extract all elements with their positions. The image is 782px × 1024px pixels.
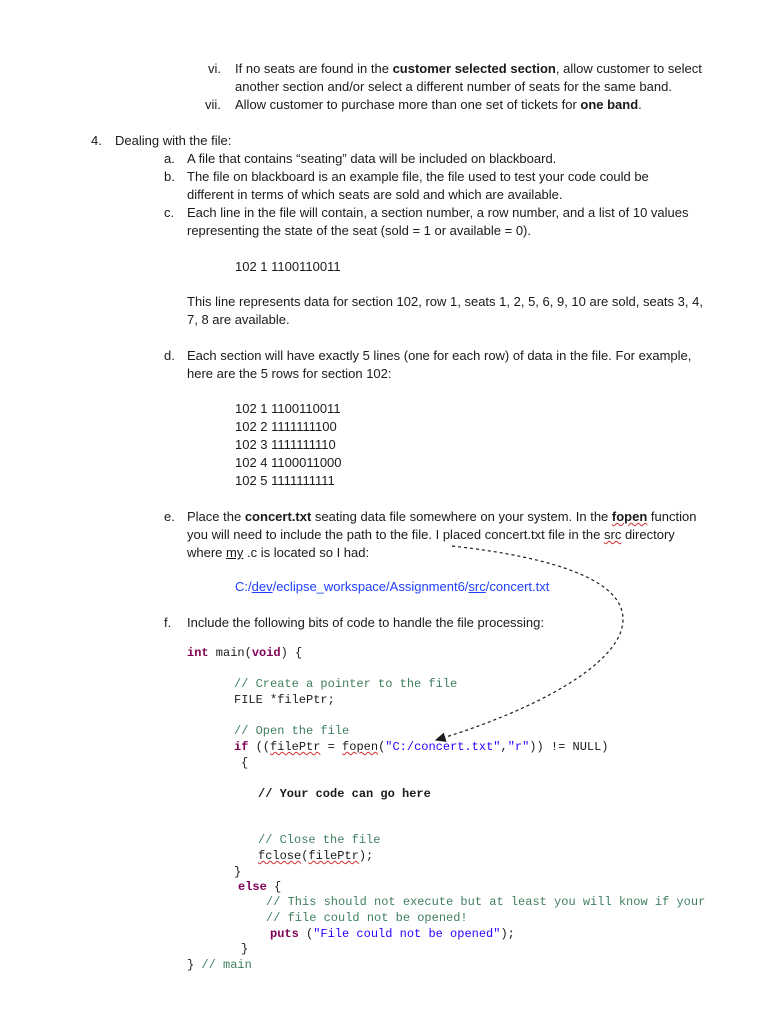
item-a-label: a. xyxy=(164,151,175,166)
item-b-text-line2: different in terms of which seats are sold and which are available. xyxy=(187,187,563,202)
item-f-label: f. xyxy=(164,615,172,630)
item-vi-text: If no seats are found in the customer selected section, allow customer to select xyxy=(235,61,702,76)
item-e-text: Place the concert.txt seating data file somewhere on your system. In the fopen function xyxy=(187,509,697,524)
item-vi-text-line2: another section and/or select a different number of seats for the same band. xyxy=(235,79,672,94)
item-a-text: A file that contains “seating” data will be included on blackboard. xyxy=(187,151,557,166)
section-row-2: 102 2 1111111100 xyxy=(235,419,337,434)
item-b-label: b. xyxy=(164,169,175,184)
code-comment-open: // Open the file xyxy=(234,724,350,738)
item-vi-number: vi. xyxy=(208,61,221,76)
code-comment-close: // Close the file xyxy=(258,833,381,847)
item-e-text-line3: where my .c is located so I had: xyxy=(187,545,370,560)
item-d-label: d. xyxy=(164,348,175,363)
section-row-5: 102 5 1111111111 xyxy=(235,473,335,488)
seat-line-explanation-line2: 7, 8 are available. xyxy=(187,312,290,327)
code-fclose: fclose(filePtr); xyxy=(258,849,374,863)
item-c-label: c. xyxy=(164,205,175,220)
item-e-label: e. xyxy=(164,509,175,524)
arrow-path xyxy=(436,546,623,740)
section-row-3: 102 3 1111111110 xyxy=(235,437,336,452)
code-main-signature: int main(void) { xyxy=(187,646,303,660)
item-b-text: The file on blackboard is an example file, the file used to test your code could be xyxy=(187,169,649,184)
item-c-text-line2: representing the state of the seat (sold = 1 or available = 0). xyxy=(187,223,531,238)
code-comment-pointer: // Create a pointer to the file xyxy=(234,677,458,691)
code-comment-could-not-open: // file could not be opened! xyxy=(266,911,468,925)
item-f-text: Include the following bits of code to handle the file processing: xyxy=(187,615,545,630)
item-vii-number: vii. xyxy=(205,97,221,112)
code-comment-your-code: // Your code can go here xyxy=(258,787,431,801)
code-brace-close: } xyxy=(234,865,242,879)
code-comment-should-not-execute: // This should not execute but at least you will know if your xyxy=(266,895,706,909)
section-4-heading: Dealing with the file: xyxy=(115,133,232,148)
code-if-fopen: if ((filePtr = fopen("C:/concert.txt","r")) != NULL) xyxy=(234,740,609,754)
item-d-text: Each section will have exactly 5 lines (one for each row) of data in the file. For example, xyxy=(187,348,692,363)
section-row-1: 102 1 1100110011 xyxy=(235,401,341,416)
code-else: else { xyxy=(238,880,282,894)
file-path: C:/dev/eclipse_workspace/Assignment6/src/concert.txt xyxy=(235,579,550,594)
seat-line-example: 102 1 1100110011 xyxy=(235,259,341,274)
item-vii-text: Allow customer to purchase more than one set of tickets for one band. xyxy=(235,97,642,112)
code-file-declaration: FILE *filePtr; xyxy=(234,693,335,707)
seat-line-explanation: This line represents data for section 102, row 1, seats 1, 2, 5, 6, 9, 10 are sold, seats 3, 4, xyxy=(187,294,703,309)
section-row-4: 102 4 1100011000 xyxy=(235,455,342,470)
code-main-close: } // main xyxy=(187,958,252,972)
code-brace-open: { xyxy=(241,756,249,770)
code-puts: puts ("File could not be opened"); xyxy=(270,927,515,941)
code-else-brace-close: } xyxy=(241,942,249,956)
item-d-text-line2: here are the 5 rows for section 102: xyxy=(187,366,392,381)
section-4-number: 4. xyxy=(91,133,102,148)
item-c-text: Each line in the file will contain, a section number, a row number, and a list of 10 values xyxy=(187,205,689,220)
item-e-text-line2: you will need to include the path to the file. I placed concert.txt file in the src directory xyxy=(187,527,675,542)
